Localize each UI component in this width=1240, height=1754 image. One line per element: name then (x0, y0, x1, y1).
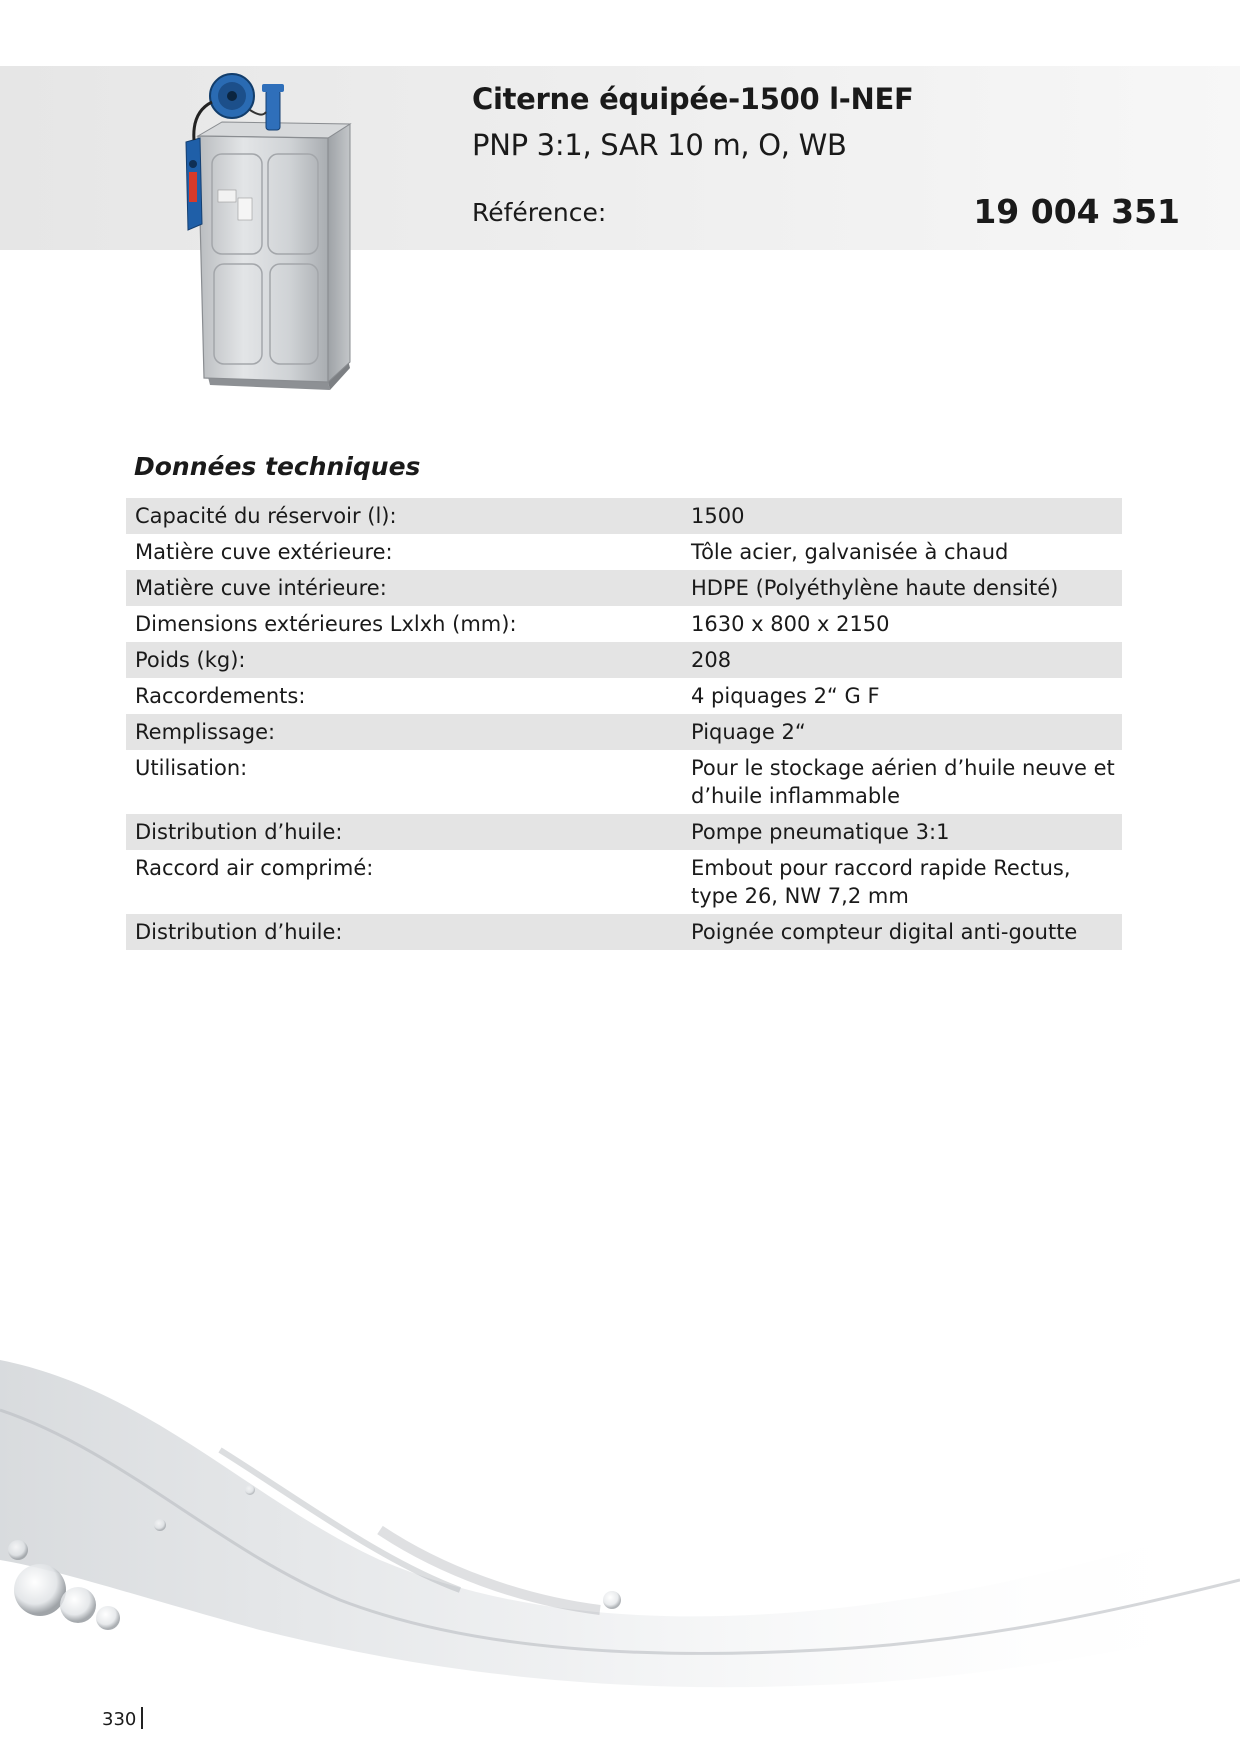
product-subtitle: PNP 3:1, SAR 10 m, O, WB (472, 128, 847, 162)
spec-label: Distribution d’huile: (135, 820, 343, 844)
product-title: Citerne équipée-1500 l-NEF (472, 82, 914, 116)
spec-value: Tôle acier, galvanisée à chaud (691, 540, 1009, 564)
spec-label: Dimensions extérieures Lxlxh (mm): (135, 612, 517, 636)
spec-value: Poignée compteur digital anti-goutte (691, 920, 1078, 944)
spec-value: 208 (691, 648, 732, 672)
table-row (126, 534, 1122, 570)
page-divider (141, 1707, 143, 1729)
table-row (126, 850, 1122, 914)
reference-label: Référence: (472, 198, 607, 227)
table-row (126, 570, 1122, 606)
spec-value: Pour le stockage aérien d’huile neuve et d’huile inflammable (691, 756, 1115, 808)
spec-label: Raccordements: (135, 684, 306, 708)
spec-value: 4 piquages 2“ G F (691, 684, 880, 708)
spec-label: Matière cuve intérieure: (135, 576, 387, 600)
table-row (126, 714, 1122, 750)
table-row (126, 498, 1122, 534)
spec-value: Pompe pneumatique 3:1 (691, 820, 950, 844)
spec-value: HDPE (Polyéthylène haute densité) (691, 576, 1059, 600)
spec-label: Raccord air comprimé: (135, 856, 374, 880)
spec-label: Matière cuve extérieure: (135, 540, 393, 564)
spec-value: 1630 x 800 x 2150 (691, 612, 890, 636)
spec-value: Piquage 2“ (691, 720, 806, 744)
spec-label: Utilisation: (135, 756, 248, 780)
tech-data-title: Données techniques (134, 452, 421, 481)
table-row (126, 750, 1122, 814)
tech-data-table (126, 498, 1122, 950)
table-row (126, 642, 1122, 678)
table-row (126, 678, 1122, 714)
spec-label: Remplissage: (135, 720, 276, 744)
spec-value: Embout pour raccord rapide Rectus, type 26, NW 7,2 mm (691, 856, 1071, 908)
page-footer (102, 1707, 143, 1730)
spec-label: Poids (kg): (135, 648, 246, 672)
spec-label: Distribution d’huile: (135, 920, 343, 944)
product-image (178, 72, 378, 402)
water-splash-image (0, 1300, 1240, 1730)
reference-number: 19 004 351 (973, 192, 1180, 231)
table-row (126, 606, 1122, 642)
spec-value: 1500 (691, 504, 745, 528)
page-number: 330 (102, 1709, 137, 1730)
table-row (126, 814, 1122, 850)
spec-label: Capacité du réservoir (l): (135, 504, 397, 528)
table-row (126, 914, 1122, 950)
